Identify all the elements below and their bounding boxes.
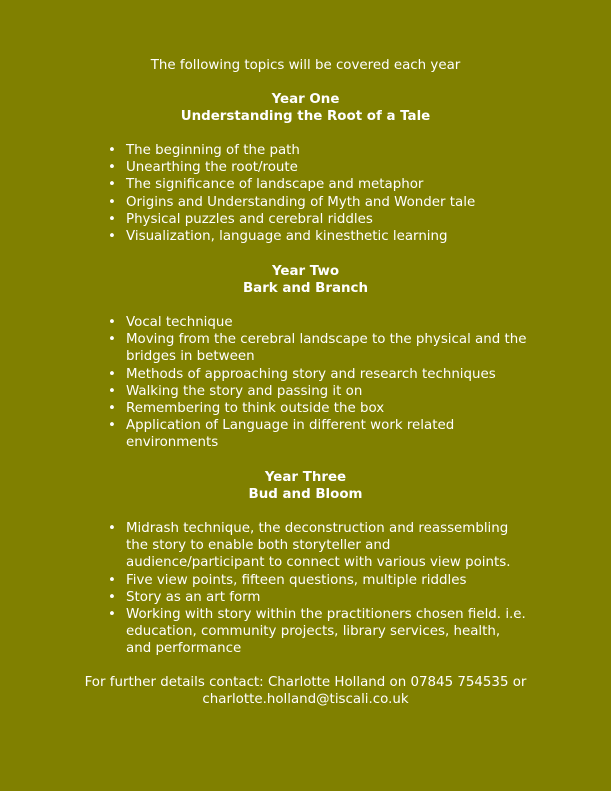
bullet-icon: •: [108, 229, 116, 245]
list-item: • Story as an art form: [108, 589, 261, 605]
bullet-icon: •: [108, 143, 116, 158]
bullet-icon: •: [108, 211, 116, 227]
bullet-icon: •: [108, 315, 116, 330]
section-year-title: Year Three: [264, 470, 347, 485]
bullet-icon: •: [108, 418, 116, 434]
bullet-icon: •: [108, 589, 116, 605]
year-two-topic-list: [108, 314, 528, 452]
bullet-icon: •: [108, 177, 116, 193]
contact-footer: [0, 674, 611, 708]
contact-line: For further details contact: Charlotte Holland on 07845 754535 or: [84, 675, 527, 690]
section-subtitle: Bark and Branch: [242, 281, 369, 297]
section-year-three-heading: [0, 469, 611, 503]
list-item: • Unearthing the root/route: [108, 160, 298, 176]
list-item: • Physical puzzles and cerebral riddles: [108, 211, 373, 227]
list-item: • Moving from the cerebral landscape to the physical and the bridges in between: [108, 332, 527, 365]
list-item: • The beginning of the path: [108, 143, 300, 158]
intro-text: The following topics will be covered each year: [150, 58, 461, 73]
bullet-icon: •: [108, 194, 116, 210]
bullet-icon: •: [108, 332, 116, 348]
bullet-icon: •: [108, 607, 116, 623]
list-item: • Remembering to think outside the box: [108, 401, 385, 417]
list-item: • Walking the story and passing it on: [108, 383, 363, 399]
list-item: • Five view points, fifteen questions, multiple riddles: [108, 572, 467, 588]
bullet-icon: •: [108, 366, 116, 382]
bullet-icon: •: [108, 401, 116, 417]
section-year-title: Year Two: [271, 264, 340, 279]
section-subtitle: Bud and Bloom: [248, 487, 363, 503]
bullet-icon: •: [108, 160, 116, 176]
list-item: • Midrash technique, the deconstruction and reassembling the story to enable both storyteller and audience/participant to connect with various view points.: [108, 521, 511, 571]
list-item: • Visualization, language and kinesthetic learning: [108, 229, 448, 245]
list-item: • Working with story within the practitioners chosen field. i.e. education, community projects, library services, health, and performance: [108, 607, 526, 657]
section-year-title: Year One: [271, 92, 340, 107]
bullet-icon: •: [108, 521, 116, 536]
bullet-icon: •: [108, 572, 116, 588]
list-item: • Application of Language in different work related environments: [108, 418, 455, 451]
contact-email: charlotte.holland@tiscali.co.uk: [202, 692, 409, 708]
year-three-topic-list: [108, 520, 528, 658]
year-one-topic-list: [108, 142, 528, 245]
bullet-icon: •: [108, 383, 116, 399]
list-item: • Vocal technique: [108, 315, 233, 330]
section-subtitle: Understanding the Root of a Tale: [180, 109, 431, 125]
list-item: • The significance of landscape and metaphor: [108, 177, 424, 193]
section-year-two-heading: [0, 263, 611, 297]
section-year-one-heading: [0, 91, 611, 125]
list-item: • Origins and Understanding of Myth and Wonder tale: [108, 194, 476, 210]
list-item: • Methods of approaching story and research techniques: [108, 366, 496, 382]
